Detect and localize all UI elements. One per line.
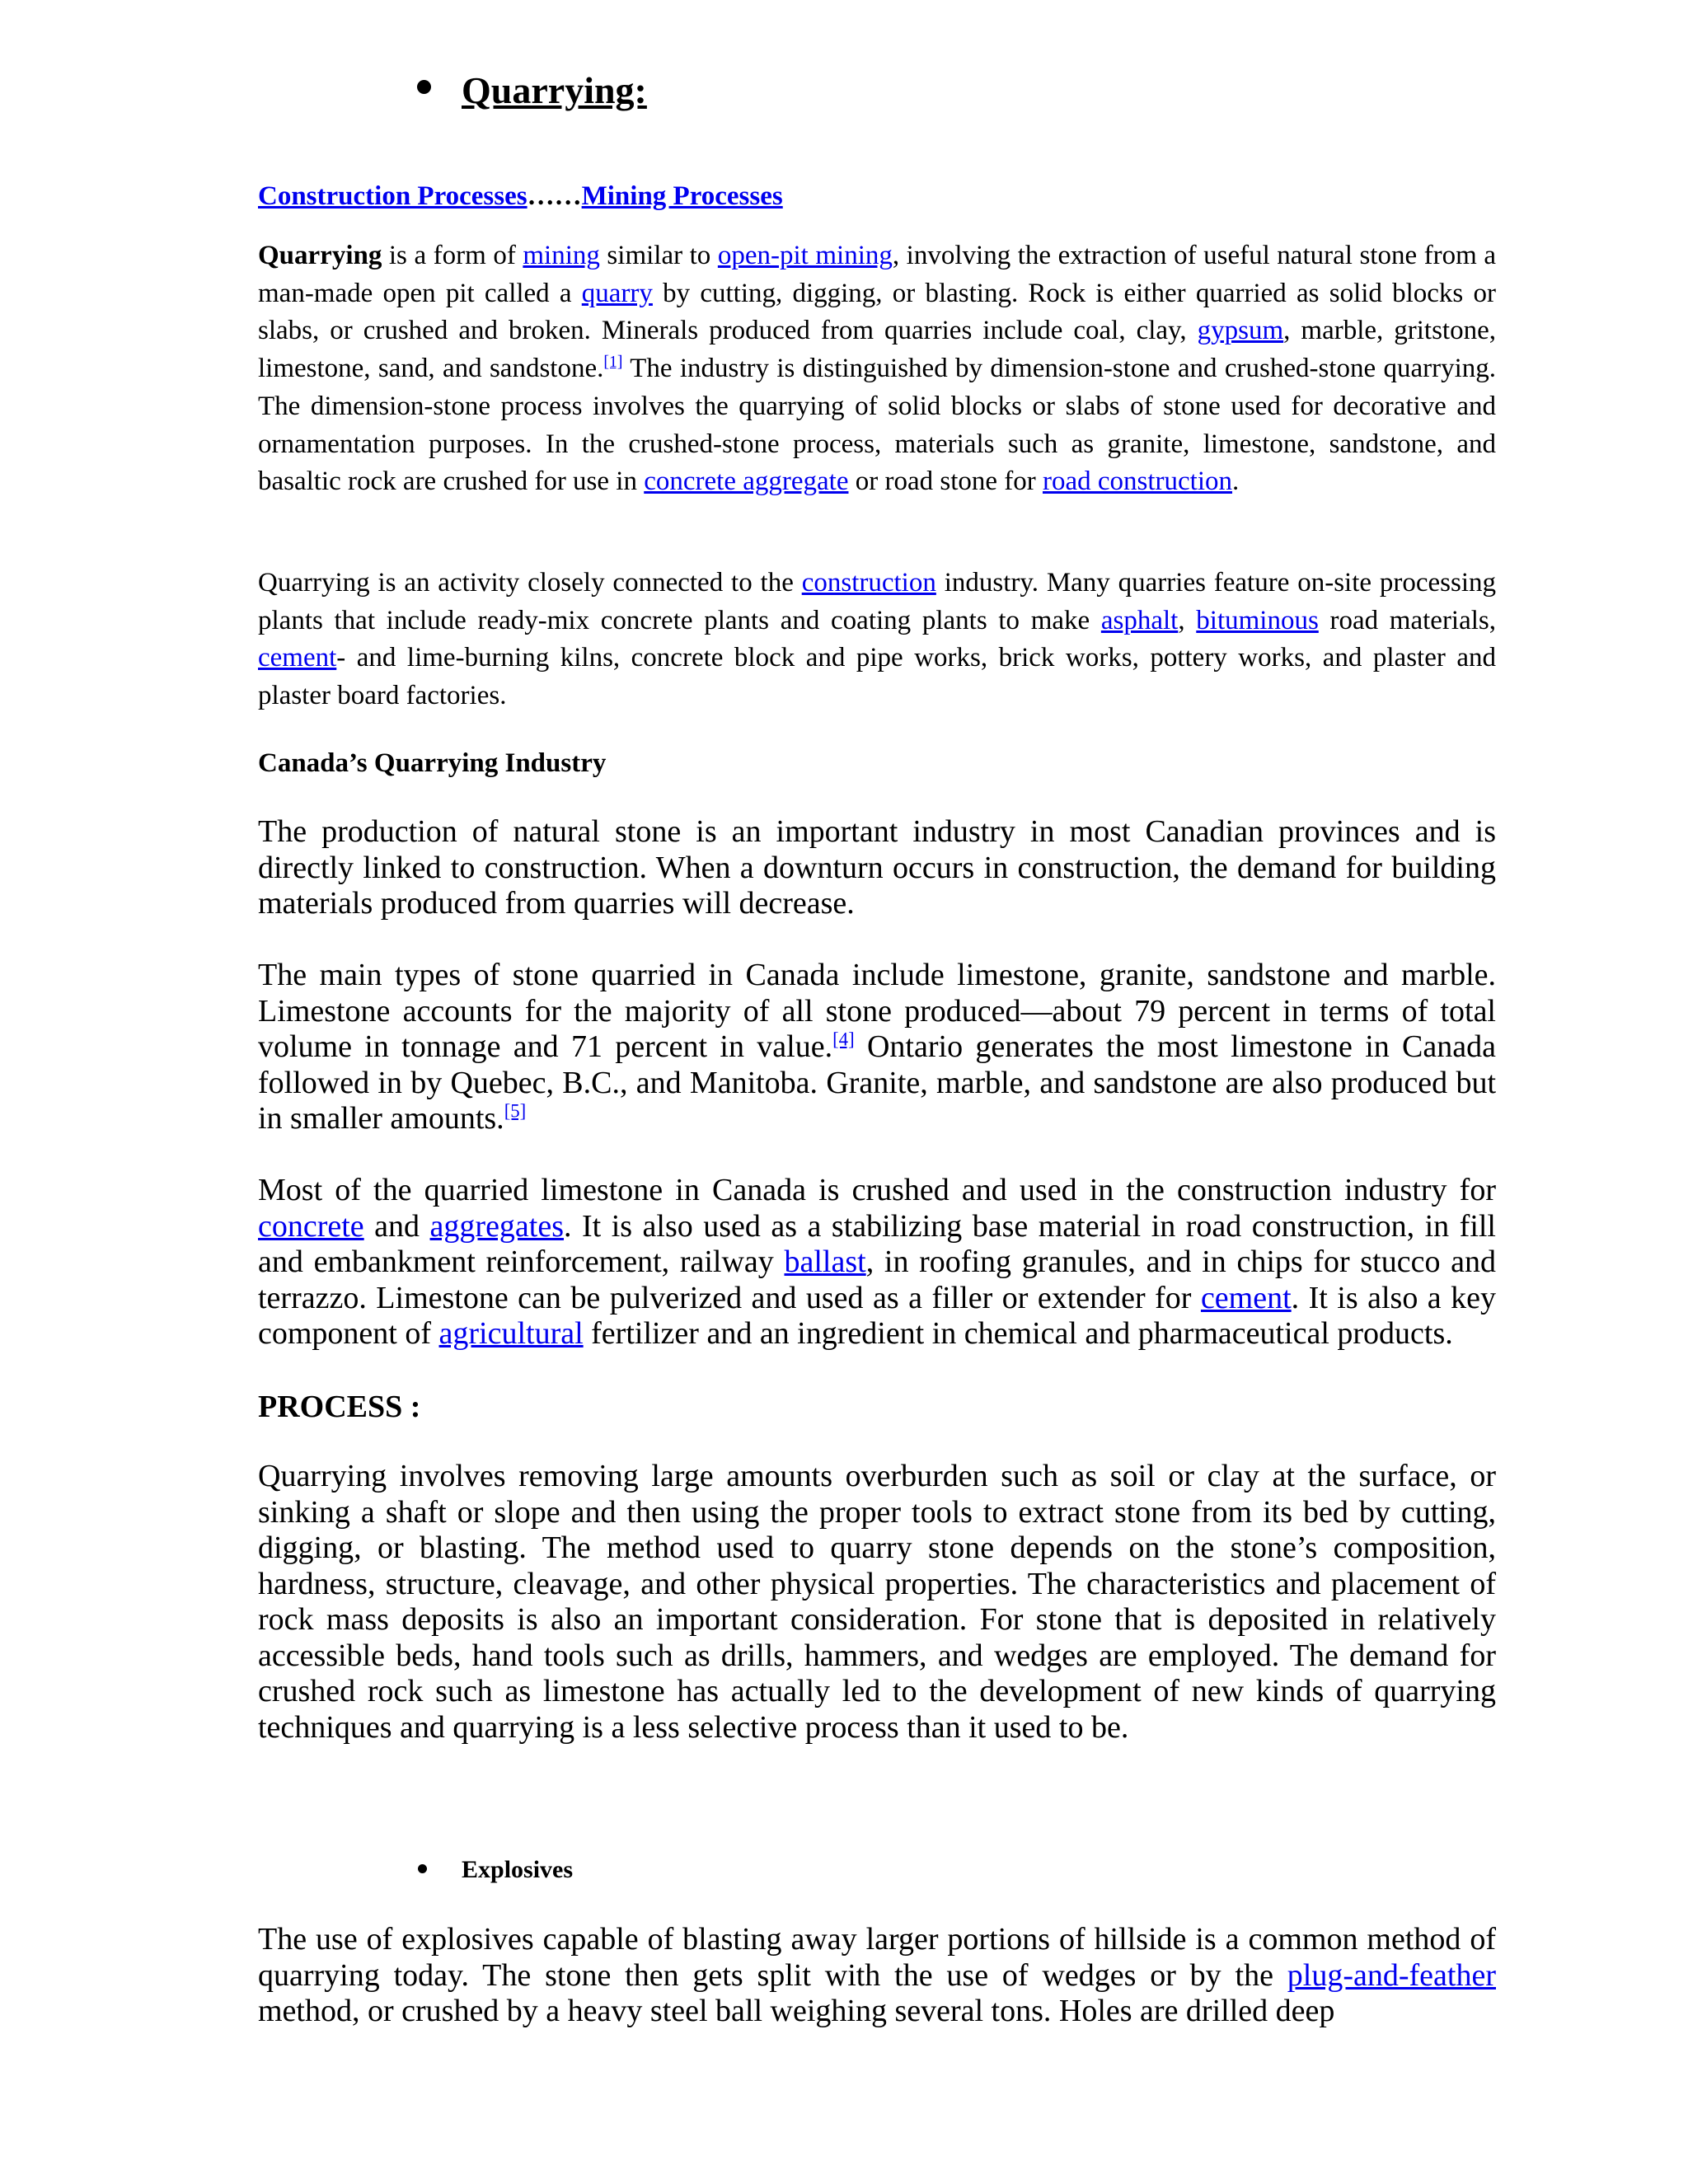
canada-production-paragraph: The production of natural stone is an important industry in most Canadian provinces and is directly linked to construction. When a downturn occurs in construction, the demand for building materials produced from quarries will decrease. — [258, 814, 1496, 921]
construction-link[interactable]: construction — [801, 568, 936, 598]
quarrying-term: Quarrying — [258, 241, 382, 270]
ballast-link[interactable]: ballast — [784, 1244, 866, 1279]
reference-1-link[interactable]: [1] — [603, 353, 623, 372]
gypsum-link[interactable]: gypsum — [1197, 316, 1284, 346]
cement-link-2[interactable]: cement — [1200, 1280, 1292, 1315]
agricultural-link[interactable]: agricultural — [438, 1316, 584, 1351]
explosives-bullet — [418, 1864, 427, 1873]
road-construction-link[interactable]: road construction — [1043, 466, 1233, 497]
construction-processes-link[interactable]: Construction Processes — [258, 181, 528, 211]
process-paragraph: Quarrying involves removing large amounts overburden such as soil or clay at the surface, or sinking a shaft or slope and then using the proper tools to extract stone from its bed by cutting, digging, or blasting. The method used to quarry stone depends on the stone’s composition, hardness, structure, cleavage, and other physical properties. The characteristics and placement of rock mass deposits is also an important consideration. For stone that is deposited in relatively accessible beds, hand tools such as drills, hammers, and wedges are employed. The demand for crushed rock such as limestone has actually led to the development of new kinds of quarrying techniques and quarrying is a less selective process than it used to be. — [258, 1459, 1496, 1745]
limestone-uses-paragraph: Most of the quarried limestone in Canada is crushed and used in the construction industry for concrete and aggregates. It is also used as a stabilizing base material in road construction, in fill and embankment reinforcement, railway ballast, in roofing granules, and in chips for stucco and terrazzo. Limestone can be pulverized and used as a filler or extender for cement. It is also a key component of agricultural fertilizer and an ingredient in chemical and pharmaceutical products. — [258, 1173, 1497, 1351]
page-title: Quarrying: — [462, 69, 647, 111]
plug-and-feather-link[interactable]: plug-and-feather — [1287, 1957, 1496, 1993]
nav-separator: …… — [527, 181, 582, 211]
bituminous-link[interactable]: bituminous — [1196, 605, 1319, 635]
asphalt-link[interactable]: asphalt — [1100, 605, 1179, 635]
reference-4-link[interactable]: [4] — [832, 1029, 855, 1050]
aggregates-link[interactable]: aggregates — [429, 1208, 565, 1244]
canada-heading: Canada’s Quarrying Industry — [258, 748, 607, 778]
construction-paragraph: Quarrying is an activity closely connected to the construction industry. Many quarries feature on-site processing plants that include ready-mix concrete plants and coating plants to make asphalt, bituminous road materials, cement- and lime-burning kilns, concrete block and pipe works, brick works, pottery works, and plaster and plaster board factories. — [258, 568, 1497, 711]
nav-links — [258, 178, 783, 214]
intro-paragraph: Quarrying is a form of mining similar to open-pit mining, involving the extraction of useful natural stone from a man-made open pit called a quarry by cutting, digging, or blasting. Rock is either quarried as solid blocks or slabs, or crushed and broken. Minerals produced from quarries include coal, clay, gypsum, marble, gritstone, limestone, sand, and sandstone.[1] The industry is distinguished by dimension-stone and crushed-stone quarrying. The dimension-stone process involves the quarrying of solid blocks or slabs of stone used for decorative and ornamentation purposes. In the crushed-stone process, materials such as granite, limestone, sandstone, and basaltic rock are crushed for use in concrete aggregate or road stone for road construction. — [258, 241, 1497, 497]
stone-types-paragraph: The main types of stone quarried in Canada include limestone, granite, sandstone and marble. Limestone accounts for the majority of all stone produced—about 79 percent in terms of total volume in tonnage and 71 percent in value.[4] Ontario generates the most limestone in Canada followed in by Quebec, B.C., and Manitoba. Granite, marble, and sandstone are also produced but in smaller amounts.[5] — [258, 958, 1497, 1136]
mining-link[interactable]: mining — [523, 241, 600, 270]
open-pit-mining-link[interactable]: open-pit mining — [717, 241, 893, 270]
explosives-paragraph: The use of explosives capable of blasting away larger portions of hillside is a common method of quarrying today. The stone then gets split with the use of wedges or by the plug-and-feather method, or crushed by a heavy steel ball weighing several tons. Holes are drilled deep — [258, 1922, 1496, 2028]
mining-processes-link[interactable]: Mining Processes — [581, 181, 783, 211]
quarry-link[interactable]: quarry — [581, 278, 653, 308]
concrete-link[interactable]: concrete — [258, 1208, 364, 1244]
concrete-aggregate-link[interactable]: concrete aggregate — [644, 466, 849, 497]
process-heading: PROCESS : — [258, 1390, 421, 1424]
explosives-heading: Explosives — [462, 1856, 574, 1883]
reference-5-link[interactable]: [5] — [504, 1100, 527, 1122]
heading-bullet — [417, 80, 431, 94]
cement-link[interactable]: cement — [258, 643, 337, 673]
